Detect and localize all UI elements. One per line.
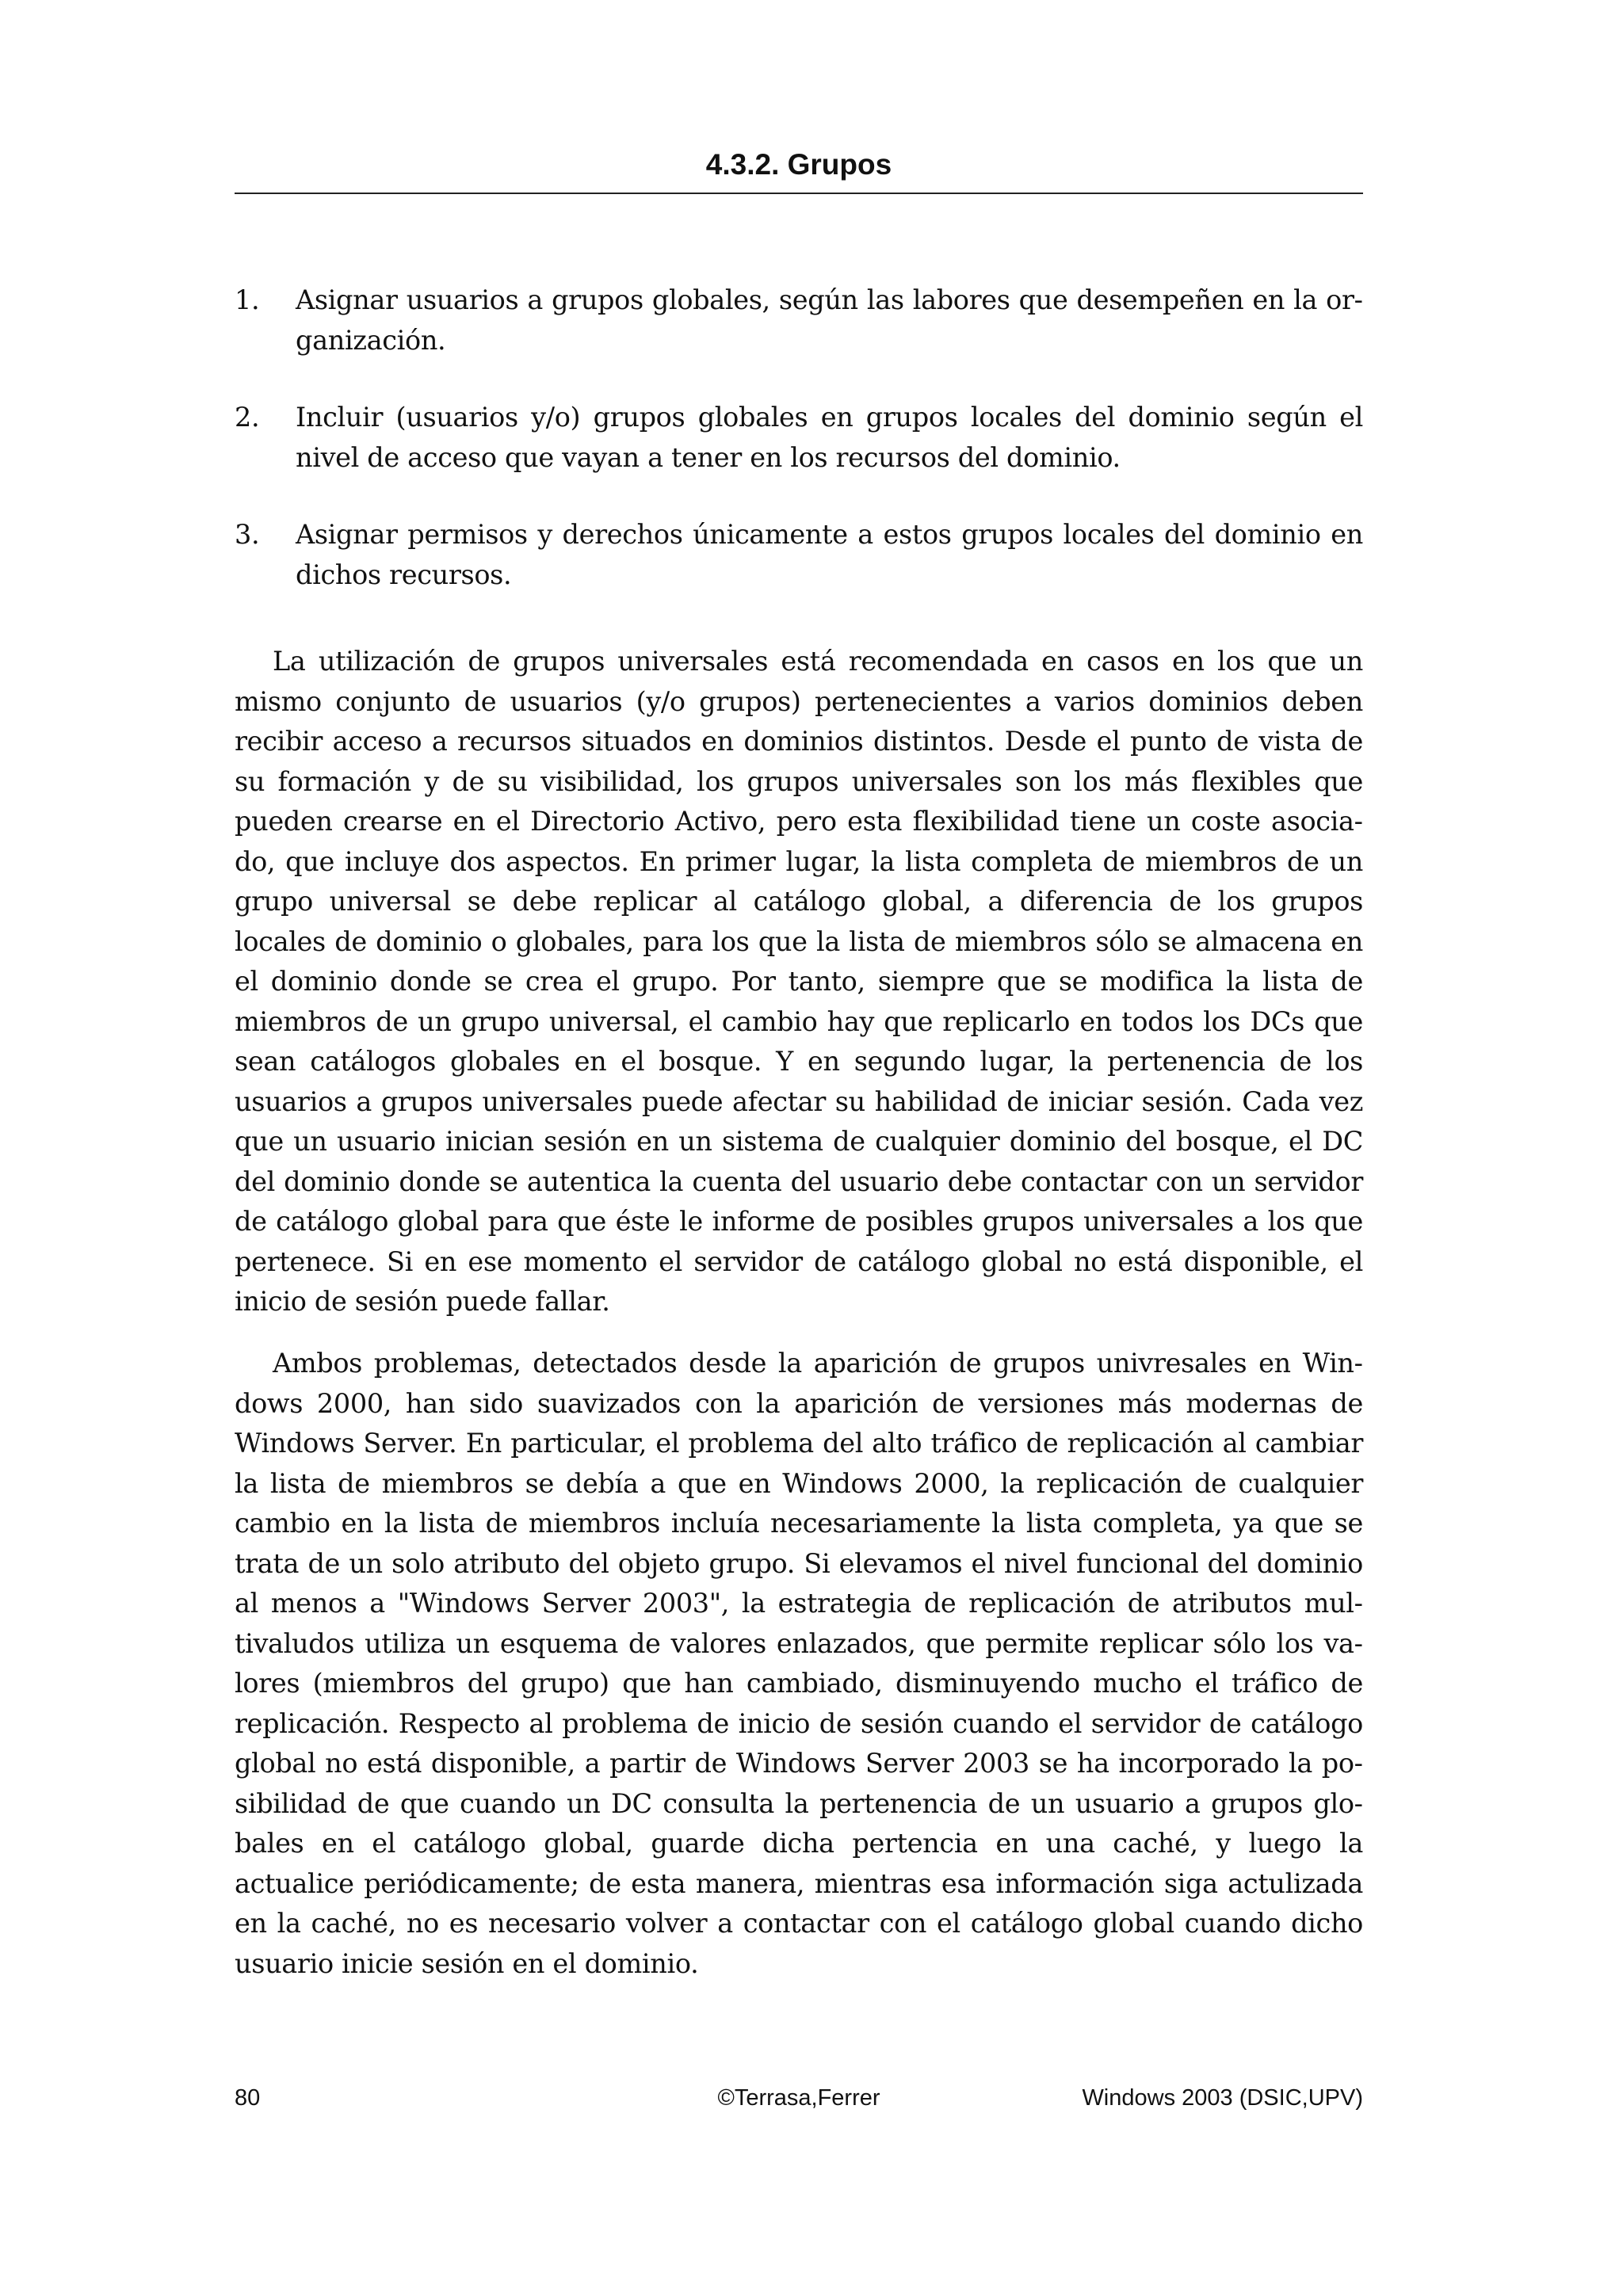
body-paragraph: Ambos problemas, detectados desde la aparición de grupos univresales en Windows 2000, han sido suavizados con la aparición de versiones más modernas de Windows Server. En particular, el problema del alto tráfico de replicación al cambiar la lista de miembros se debía a que en Windows 2000, la replicación de cualquier cambio en la lista de miembros incluía necesariamente la lista completa, ya que se trata de un solo atributo del objeto grupo. Si elevamos el nivel funcional del dominio al menos a "Windows Server 2003", la estrategia de replicación de atributos multivaludos utiliza un esquema de valores enlazados, que permite replicar sólo los valores (miembros del grupo) que han cambiado, disminuyendo mucho el tráfico de replicación. Respecto al problema de inicio de sesión cuando el servidor de catálogo global no está disponible, a partir de Windows Server 2003 se ha incorporado la posibilidad de que cuando un DC consulta la pertenencia de un usuario a grupos globales en el catálogo global, guarde dicha pertencia en una caché, y luego la actualice periódicamente; de esta manera, mientras esa información siga actulizada en la caché, no es necesario volver a contactar con el catálogo global cuando dicho usuario inicie sesión en el dominio. — [235, 1348, 1363, 1979]
book-title: Windows 2003 (DSIC,UPV) — [1082, 2085, 1363, 2111]
list-item-number: 3. — [235, 519, 260, 550]
list-item — [235, 515, 1363, 595]
list-item-text: Asignar usuarios a grupos globales, según las labores que desempeñen en la organización. — [296, 284, 1363, 356]
page-number: 80 — [235, 2085, 261, 2111]
list-item — [235, 280, 1363, 360]
numbered-list — [235, 280, 1363, 632]
header-divider — [235, 193, 1363, 194]
list-item-number: 1. — [235, 284, 260, 315]
copyright-notice: ©Terrasa,Ferrer — [717, 2085, 880, 2111]
body-paragraph: La utilización de grupos universales está recomendada en casos en los que un mismo conjunto de usuarios (y/o grupos) pertenecientes a varios dominios deben recibir acceso a recursos situados en dominios distintos. Desde el punto de vista de su formación y de su visibilidad, los grupos universales son los más flexibles que pueden crearse en el Directorio Activo, pero esta flexibilidad tiene un coste asociado, que incluye dos aspectos. En primer lugar, la lista completa de miembros de un grupo universal se debe replicar al catálogo global, a diferencia de los grupos locales de dominio o globales, para los que la lista de miembros sólo se almacena en el dominio donde se crea el grupo. Por tanto, siempre que se modifica la lista de miembros de un grupo universal, el cambio hay que replicarlo en todos los DCs que sean catálogos globales en el bosque. Y en segundo lugar, la pertenencia de los usuarios a grupos universales puede afectar su habilidad de iniciar sesión. Cada vez que un usuario inician sesión en un sistema de cualquier dominio del bosque, el DC del dominio donde se autentica la cuenta del usuario debe contactar con un servidor de catálogo global para que éste le informe de posibles grupos universales a los que pertenece. Si en ese momento el servidor de catálogo global no está disponible, el inicio de sesión puede fallar. — [235, 646, 1363, 1317]
list-item-number: 2. — [235, 402, 260, 433]
list-item-text: Asignar permisos y derechos únicamente a estos grupos locales del dominio en dichos recursos. — [296, 519, 1363, 590]
list-item-text: Incluir (usuarios y/o) grupos globales en grupos locales del dominio según el nivel de acceso que vayan a tener en los recursos del dominio. — [296, 402, 1363, 473]
section-heading: 4.3.2. Grupos — [705, 148, 892, 181]
list-item — [235, 398, 1363, 478]
